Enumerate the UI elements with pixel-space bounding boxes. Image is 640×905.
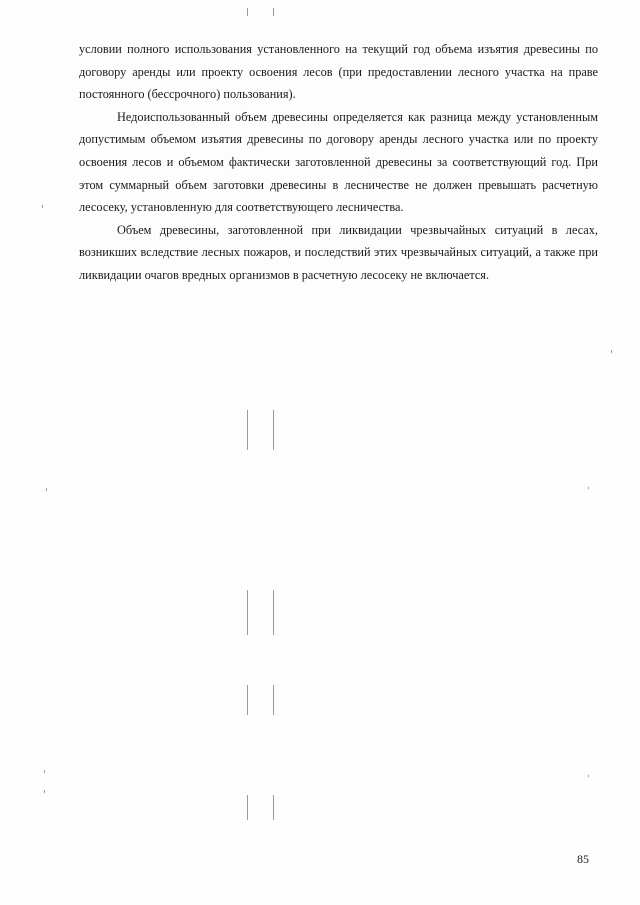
scan-artifact — [273, 590, 274, 635]
scan-artifact — [273, 410, 274, 450]
scan-artifact — [247, 795, 248, 820]
scan-artifact — [273, 685, 274, 715]
scan-artifact — [46, 488, 47, 491]
page-number: 85 — [577, 852, 589, 866]
paragraph-emergency-volume: Объем древесины, заготовленной при ликвидации чрезвычайных ситуаций в лесах, возникших вследствие лесных пожаров, и последствий этих чрезвычайных ситуаций, а также при ликвидации очагов вредных организмов в расчетную лесосеку не включается. — [79, 222, 598, 282]
paragraph-unused-volume: Недоиспользованный объем древесины определяется как разница между установленным допустимым объемом изъятия древесины по договору аренды лесного участка или по проекту освоения лесов и объемом фактически заготовленной древесины за соответствующий год. При этом суммарный объем заготовки древесины в лесничестве не должен превышать расчетную лесосеку, установленную для соответствующего лесничества. — [79, 109, 598, 215]
body-text — [79, 38, 598, 287]
scan-artifact — [273, 795, 274, 820]
scan-artifact — [44, 790, 45, 793]
scan-artifact — [247, 685, 248, 715]
scan-artifact — [247, 8, 248, 16]
scan-artifact — [588, 487, 589, 489]
scan-artifact — [588, 775, 589, 777]
paragraph-continued: условии полного использования установленного на текущий год объема изъятия древесины по договору аренды или проекту освоения лесов (при предоставлении лесного участка на праве постоянного (бессрочного) пользования). — [79, 42, 598, 102]
scan-artifact — [42, 205, 43, 208]
scan-artifact — [611, 350, 612, 353]
scan-artifact — [44, 770, 45, 773]
scan-artifact — [247, 410, 248, 450]
scan-artifact — [247, 590, 248, 635]
scan-artifact — [273, 8, 274, 16]
